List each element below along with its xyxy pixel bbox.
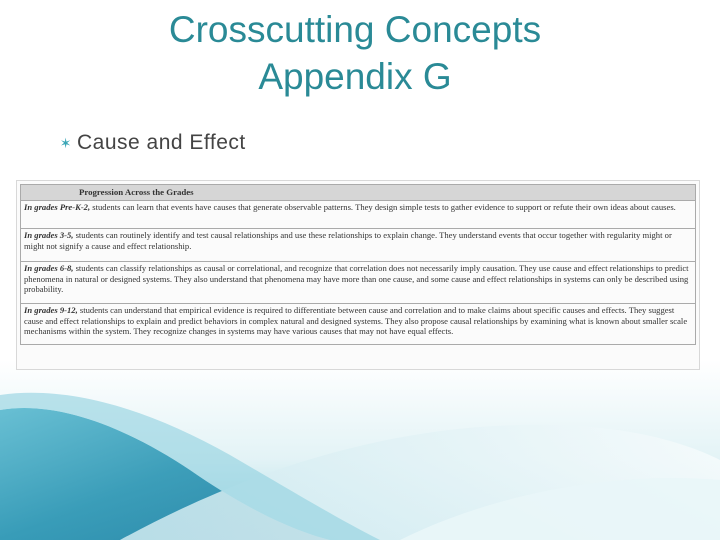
slide-title-line2: Appendix G — [258, 56, 452, 97]
row-text: students can routinely identify and test causal relationships and use these relationships to explain change. They understand events that occur together with regularity might or might not signify a cause and effect relationship. — [24, 229, 672, 251]
table-row — [21, 261, 696, 303]
progression-table — [20, 184, 696, 345]
table-header: Progression Across the Grades — [21, 185, 696, 201]
progression-table-image — [16, 180, 700, 370]
table-row — [21, 200, 696, 228]
row-lead: In grades 6-8, — [24, 262, 74, 273]
slide-title-line1: Crosscutting Concepts — [168, 9, 542, 50]
row-text: students can understand that empirical evidence is required to differentiate between cause and correlation and to make claims about specific causes and effects. They suggest cause and effect relationships to explain and predict behaviors in complex natural and designed systems. They also propose causal relationships by examining what is known about smaller scale mechanisms within the system. They recognize changes in systems may have various causes that may not have equal effects. — [24, 304, 688, 337]
table-row — [21, 228, 696, 261]
row-lead: In grades 3-5, — [24, 229, 74, 240]
row-lead: In grades Pre-K-2, — [24, 201, 91, 212]
bullet-marker-icon: ✶ — [59, 134, 72, 151]
row-text: students can classify relationships as causal or correlational, and recognize that correlation does not necessarily imply causation. They use cause and effect relationships to predict phenomena in natural or designed systems. They also understand that phenomena may have more than one cause, and some cause and effect relationships in systems can only be described using probability. — [24, 262, 689, 295]
bullet-text: Cause and Effect — [77, 131, 246, 154]
row-text: students can learn that events have causes that generate observable patterns. They design simple tests to gather evidence to support or refute their own ideas about causes. — [90, 201, 676, 212]
bullet-item — [42, 131, 246, 155]
row-lead: In grades 9-12, — [24, 304, 78, 315]
slide-title — [0, 6, 710, 100]
table-row — [21, 303, 696, 344]
